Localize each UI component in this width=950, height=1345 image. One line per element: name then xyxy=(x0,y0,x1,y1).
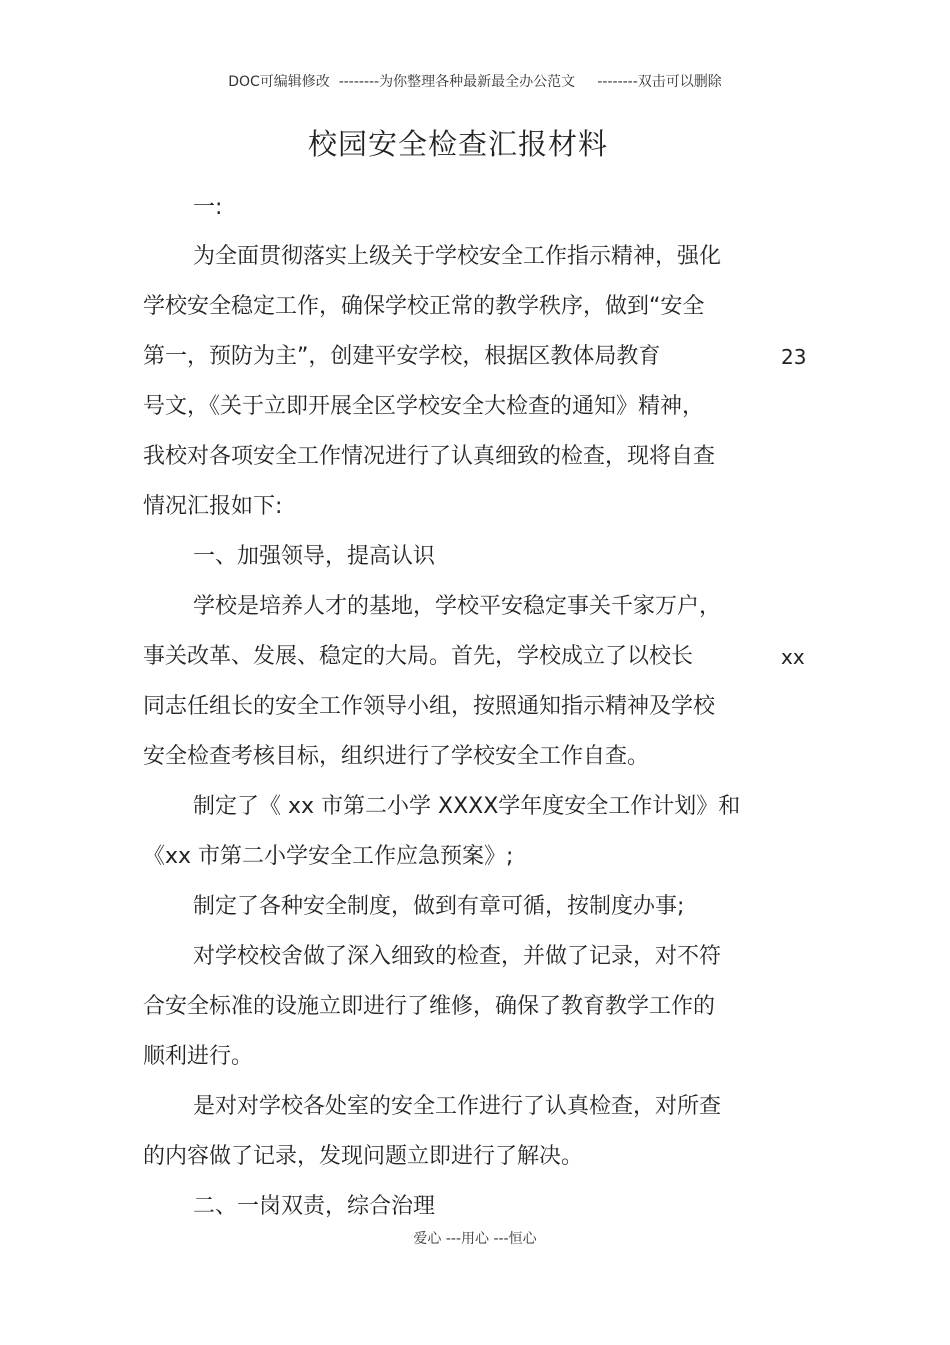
paragraph-line: 的内容做了记录，发现问题立即进行了解决。 xyxy=(143,1144,584,1169)
paragraph-line: 学校是培养人才的基地，学校平安稳定事关千家万户， xyxy=(193,594,722,619)
paragraph-line: 对学校校舍做了深入细致的检查，并做了记录，对不符 xyxy=(193,944,722,969)
paragraph-line: 《xx 市第二小学安全工作应急预案》; xyxy=(143,844,514,869)
paragraph-line: 第一，预防为主”，创建平安学校，根据区教体局教育 xyxy=(143,344,661,369)
paragraph-line: 制定了《 xx 市第二小学 XXXX学年度安全工作计划》和 xyxy=(193,794,741,819)
paragraph-line: 为全面贯彻落实上级关于学校安全工作指示精神，强化 xyxy=(193,244,722,269)
paragraph-line: 学校安全稳定工作，确保学校正常的教学秩序，做到“安全 xyxy=(143,294,705,319)
paragraph-line: 事关改革、发展、稳定的大局。首先，学校成立了以校长 xyxy=(143,644,694,669)
paragraph-line: 制定了各种安全制度，做到有章可循，按制度办事; xyxy=(193,894,685,919)
page-footer: 爱心 ---用心 ---恒心 xyxy=(413,1231,537,1247)
page-header: DOC可编辑修改 --------为你整理各种最新最全办公范文 --------双击可以删除 xyxy=(228,74,722,90)
document-title: 校园安全检查汇报材料 xyxy=(307,127,608,161)
paragraph-line: 合安全标准的设施立即进行了维修，确保了教育教学工作的 xyxy=(143,994,716,1019)
document-number: 23 xyxy=(781,345,807,369)
paragraph-line: 顺利进行。 xyxy=(143,1044,254,1069)
principal-name: xx xyxy=(781,645,805,669)
paragraph-line: 我校对各项安全工作情况进行了认真细致的检查，现将自查 xyxy=(143,444,716,469)
paragraph-line: 号文，《关于立即开展全区学校安全大检查的通知》精神， xyxy=(143,394,705,419)
section-heading: 一、加强领导，提高认识 xyxy=(193,544,436,569)
section-heading: 二、一岗双责，综合治理 xyxy=(193,1194,436,1219)
paragraph-line: 安全检查考核目标，组织进行了学校安全工作自查。 xyxy=(143,744,650,769)
paragraph-line: 是对对学校各处室的安全工作进行了认真检查，对所查 xyxy=(193,1094,722,1119)
paragraph-line: 情况汇报如下: xyxy=(143,494,283,519)
section-marker: 一: xyxy=(193,195,223,220)
paragraph-line: 同志任组长的安全工作领导小组，按照通知指示精神及学校 xyxy=(143,694,716,719)
